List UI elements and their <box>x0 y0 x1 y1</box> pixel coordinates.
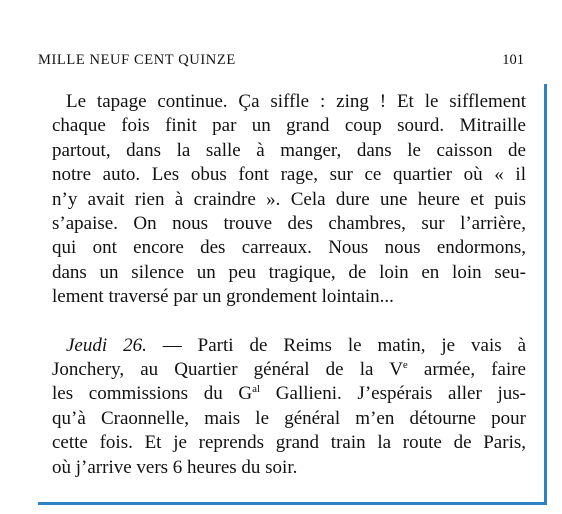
text-line: chaque fois finit par un grand coup sourd. Mitraille <box>52 115 526 137</box>
text-fragment: armée, faire <box>407 359 526 381</box>
text-fragment: les commissions du G <box>52 383 253 405</box>
text-line: Le tapage continue. Ça siffle : zing ! Et le sifflement <box>66 91 526 112</box>
text-line: s’apaise. On nous trouve des chambres, sur l’arrière, <box>52 213 526 235</box>
text-line: où j’arrive vers 6 heures du soir. <box>52 456 298 478</box>
text-line: cette fois. Et je reprends grand train la route de Paris, <box>52 432 526 454</box>
text-line: dans un silence un peu tragique, de loin en loin seu- <box>52 261 526 283</box>
paragraph-2 <box>52 334 526 480</box>
text-line: lement traversé par un grondement lointain... <box>52 286 394 308</box>
text-line: qui ont encore des carreaux. Nous nous endormons, <box>52 237 526 259</box>
text-line <box>52 334 526 358</box>
superscript: al <box>252 383 261 396</box>
paragraph-1 <box>52 90 526 310</box>
body-text <box>52 90 526 480</box>
text-fragment: Gallieni. J’espérais aller jus- <box>260 383 526 405</box>
text-line: n’y avait rien à craindre ». Cela dure une heure et puis <box>52 188 526 210</box>
text-fragment: — Parti de Reims le matin, je vais à <box>146 334 526 356</box>
text-line: qu’à Craonnelle, mais le général m’en détourne pour <box>52 407 526 429</box>
running-head-title: MILLE NEUF CENT QUINZE <box>38 52 236 68</box>
text-line <box>52 382 526 406</box>
text-line <box>52 358 526 382</box>
page-number: 101 <box>502 52 524 68</box>
superscript: e <box>402 359 408 372</box>
text-fragment: Jonchery, au Quartier général de la V <box>52 359 403 381</box>
text-line: partout, dans la salle à manger, dans le caisson de <box>52 139 526 161</box>
running-head <box>38 50 524 70</box>
text-line: notre auto. Les obus font rage, sur ce quartier où « il <box>52 164 526 186</box>
entry-date: Jeudi 26. <box>66 334 147 356</box>
